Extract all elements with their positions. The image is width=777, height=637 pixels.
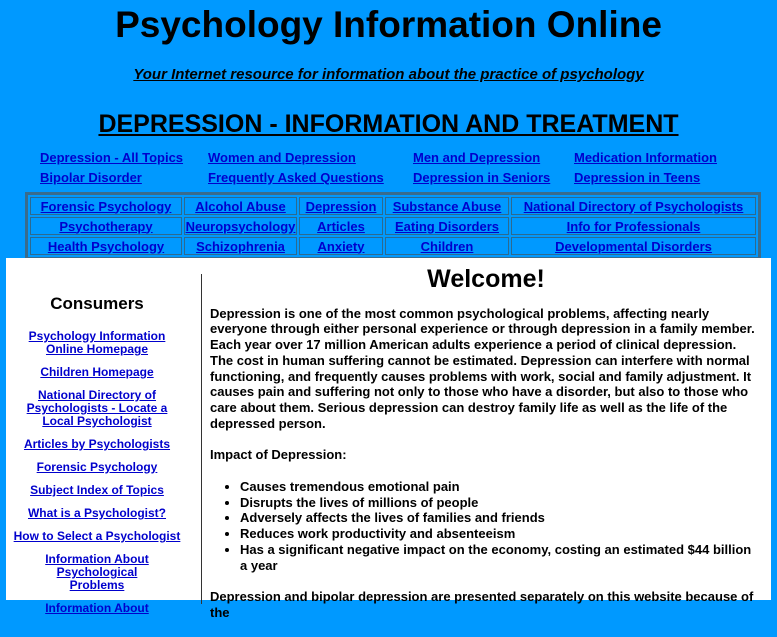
sidebar-title: Consumers (50, 294, 144, 313)
sidebar-link[interactable]: What is a Psychologist? (27, 506, 167, 520)
welcome-title: Welcome! (427, 265, 545, 293)
site-title: Psychology Information Online (115, 4, 662, 45)
sidebar-link[interactable]: Information About Psychological Problems (45, 552, 149, 592)
content-area (6, 258, 771, 620)
grid-link[interactable]: Alcohol Abuse (195, 198, 286, 214)
grid-link[interactable]: Depression (305, 198, 377, 214)
impact-item: • Disrupts the lives of millions of people (240, 495, 762, 511)
intro-paragraph: Depression is one of the most common psychological problems, affecting nearly everyone through either personal experience or through depression in a family member. Each year over 17 million American adults experience a period of clinical depression. The cost in human suffering cannot be estimated. Depression can interfere with normal functioning, and frequently causes problems with work, social and family adjustment. It causes pain and suffering not only to those who have a disorder, but also to those who care about them. Serious depression can destroy family life as well as the life of the depressed person. (210, 305, 755, 431)
top-link[interactable]: Medication Information (574, 150, 717, 165)
topic-grid (25, 192, 761, 260)
impact-item: • Adversely affects the lives of families and friends (240, 510, 762, 526)
sidebar-link[interactable]: How to Select a Psychologist (13, 529, 181, 543)
sidebar (12, 258, 182, 625)
grid-link[interactable]: Forensic Psychology (40, 198, 172, 214)
impact-item: • Reduces work productivity and absenteeism (240, 526, 762, 542)
column-divider (201, 274, 202, 604)
sidebar-link[interactable]: Articles by Psychologists (23, 437, 171, 451)
sidebar-link[interactable]: Subject Index of Topics (30, 483, 164, 497)
grid-link[interactable]: Eating Disorders (394, 218, 500, 234)
sidebar-link[interactable]: Psychology Information Online Homepage (28, 329, 166, 356)
closing-paragraph: Depression and bipolar depression are presented separately on this website because of the (210, 589, 754, 620)
grid-link[interactable]: Developmental Disorders (555, 238, 712, 254)
top-link[interactable]: Men and Depression (413, 150, 541, 165)
sidebar-link[interactable]: National Directory of Psychologists - Locate a Local Psychologist (26, 388, 168, 428)
grid-link[interactable]: Substance Abuse (392, 198, 502, 214)
grid-link[interactable]: Anxiety (317, 238, 365, 254)
top-link[interactable]: Depression in Teens (574, 170, 701, 185)
impact-item: • Has a significant negative impact on the economy, costing an estimated $44 billion a year (240, 542, 762, 573)
impact-item: • Causes tremendous emotional pain (240, 479, 762, 495)
top-link[interactable]: Frequently Asked Questions (208, 170, 384, 185)
grid-link[interactable]: Neuropsychology (185, 218, 296, 234)
grid-link[interactable]: Psychotherapy (59, 218, 153, 234)
grid-link[interactable]: Info for Professionals (566, 218, 701, 234)
main-content (210, 265, 762, 637)
top-link[interactable]: Depression - All Topics (40, 150, 184, 165)
grid-link[interactable]: Health Psychology (47, 238, 165, 254)
grid-link[interactable]: Children (420, 238, 474, 254)
grid-link[interactable]: Articles (317, 218, 365, 234)
sidebar-link[interactable]: Forensic Psychology (36, 460, 158, 474)
grid-link[interactable]: National Directory of Psychologists (523, 198, 744, 214)
site-tagline: Your Internet resource for information about the practice of psychology (133, 66, 644, 83)
impact-label: Impact of Depression: (210, 447, 347, 463)
grid-link[interactable]: Schizophrenia (196, 238, 285, 254)
top-link[interactable]: Depression in Seniors (413, 170, 551, 185)
sidebar-link[interactable]: Information About (45, 601, 149, 615)
impact-list (210, 479, 762, 573)
sidebar-link[interactable]: Children Homepage (40, 365, 154, 379)
page-heading: DEPRESSION - INFORMATION AND TREATMENT (98, 110, 679, 138)
top-link[interactable]: Women and Depression (208, 150, 356, 165)
top-link[interactable]: Bipolar Disorder (40, 170, 142, 185)
